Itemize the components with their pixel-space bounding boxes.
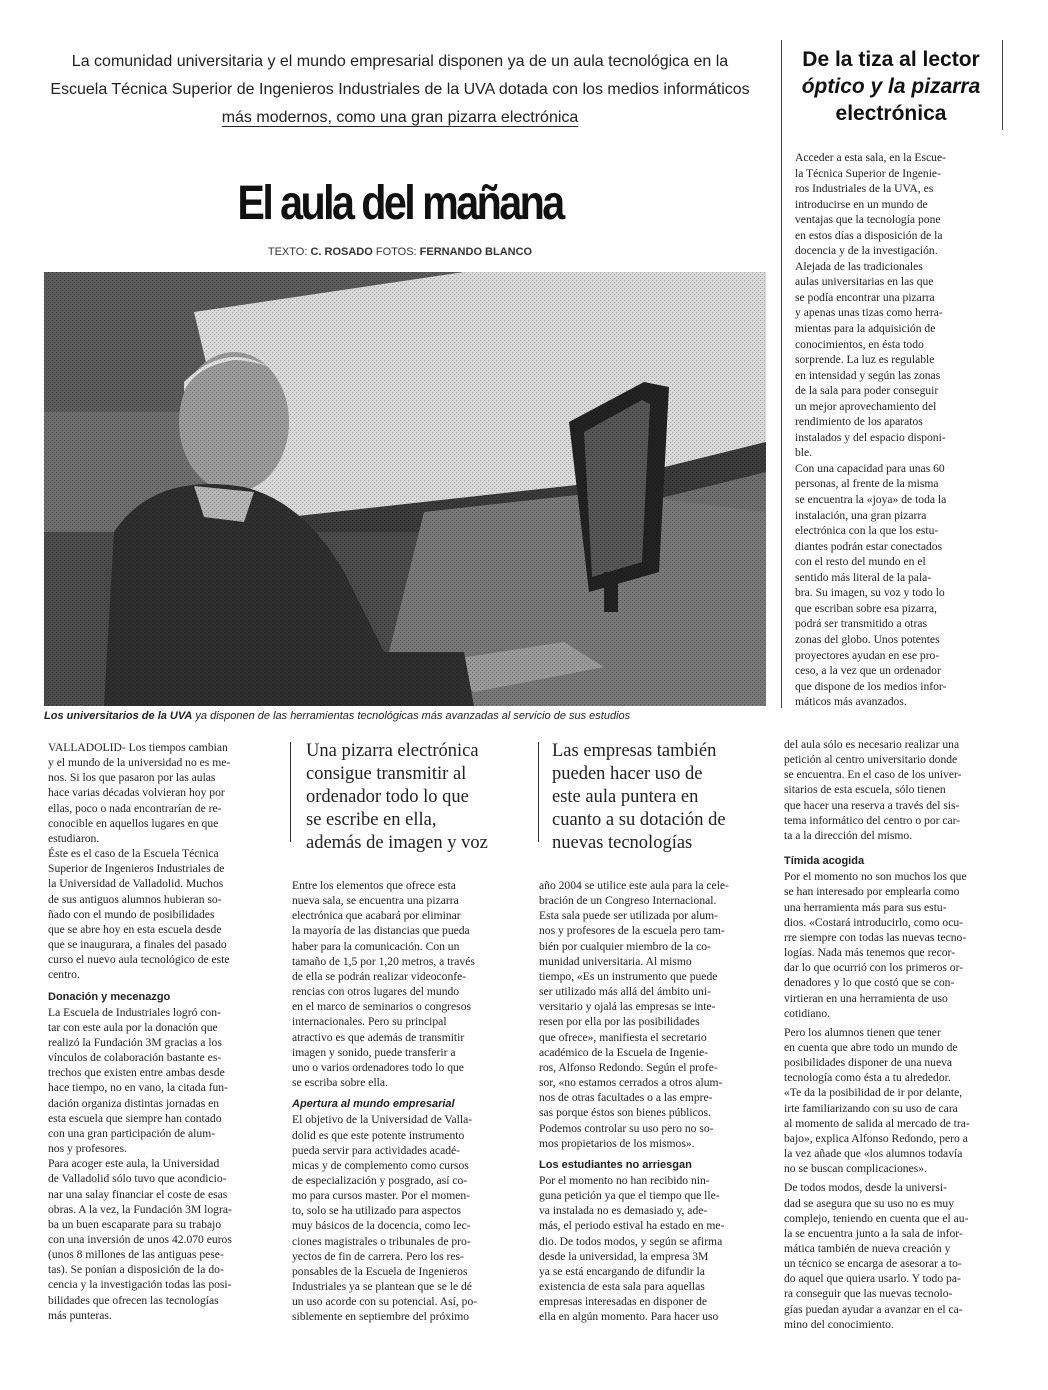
body-line: pueda servir para actividades acadé-: [292, 1143, 461, 1157]
body-line: Para acoger este aula, la Universidad: [48, 1157, 220, 1171]
body-line: ciones magistrales o tribunales de pro-: [292, 1234, 471, 1248]
body-line: «Te da la posibilidad de ir por delante,: [784, 1086, 963, 1100]
sidebar-line: de la sala para poder conseguir: [795, 384, 939, 398]
body-line: Por el momento no han recibido nin-: [539, 1173, 710, 1187]
sidebar-line: electrónica con la que los estu-: [795, 524, 939, 538]
body-line: irte familiarizando con su uso de cara: [784, 1101, 958, 1115]
body-line: de sus antiguos alumnos hubieran so-: [48, 892, 222, 906]
sidebar-line: introducirse en un mundo de: [795, 197, 928, 211]
body-line: que hacer una reserva a través del sis-: [784, 798, 960, 812]
body-line: bilidades que ofrecen las tecnologías: [48, 1293, 219, 1307]
sidebar-line: rendimiento de los aparatos: [795, 415, 923, 429]
sidebar-line: con el resto del mundo en el: [795, 555, 926, 569]
body-line: de especialización y posgrado, así co-: [292, 1173, 468, 1187]
sidebar-line: zonas del globo. Unos potentes: [795, 632, 940, 646]
body-line: nueva sala, se encuentra una pizarra: [292, 894, 459, 908]
body-line: en cuenta que abre todo un mundo de: [784, 1040, 958, 1054]
body-line: tema informático del centro o por car-: [784, 813, 961, 827]
body-line: esta escuela que siempre han contado: [48, 1111, 222, 1125]
body-line: un técnico se encarga de asesorar a to-: [784, 1257, 962, 1271]
body-line: internacionales. Pero su principal: [292, 1015, 447, 1029]
body-line: ponsables de la Escuela de Ingenieros: [292, 1264, 468, 1278]
article-photo: [44, 272, 766, 706]
body-line: curso el nuevo aula tecnológico de este: [48, 953, 230, 967]
body-line: ba un buen escaparate para su trabajo: [48, 1217, 222, 1231]
body-line: mática también de nueva creación y: [784, 1242, 951, 1255]
sidebar-line: máticos más avanzados.: [795, 695, 907, 709]
body-line: mo para cursos master. Por el momen-: [292, 1189, 471, 1203]
body-line: de ella se podrán realizar videoconfe-: [292, 969, 467, 983]
sidebar-line: Acceder a esta sala, en la Escue-: [795, 151, 946, 164]
body-line: dad se asegura que su uso no es muy: [784, 1196, 955, 1210]
body-line: rre siempre con todas las nuevas tecno-: [784, 930, 967, 944]
sidebar-rule: [781, 40, 782, 708]
sidebar-line: personas, al frente de la misma: [795, 477, 939, 491]
body-line: sor, «no estamos cerrados a otros alum-: [539, 1076, 723, 1090]
body-line: un uso acorde con su potencial. Así, po-: [292, 1295, 478, 1309]
body-line: Entre los elementos que ofrece esta: [292, 879, 456, 892]
body-line: vínculos de colaboración bastante es-: [48, 1051, 222, 1065]
sidebar-title-line: electrónica: [835, 102, 947, 125]
body-line: virtieran en una herramienta de uso: [784, 991, 948, 1005]
body-line: va instalada no es demasiado y, ade-: [539, 1204, 708, 1218]
sidebar-line: podrá ser transmitido a otras: [795, 617, 928, 631]
body-line: se han interesado por emplearla como: [784, 885, 960, 899]
body-line: la Universidad de Valladolid. Muchos: [48, 877, 224, 891]
body-line: académico de la Escuela de Ingenie-: [539, 1045, 708, 1059]
paragraph-gap: [48, 983, 273, 987]
pullquote-line: este aula puntera en: [552, 787, 699, 807]
article-column-4: [784, 737, 1006, 1332]
sidebar-line: se encuentra la «joya» de toda la: [795, 493, 947, 507]
section-subhead: Tímida acogida: [784, 855, 865, 868]
paragraph-gap: [292, 1090, 524, 1094]
body-line: dio. De todos modos, y según se afirma: [539, 1234, 723, 1248]
pullquote-second: [552, 740, 726, 855]
body-line: sas porque éstos son bienes públicos.: [539, 1106, 711, 1120]
byline-author: C. ROSADO: [310, 246, 373, 258]
body-line: del aula sólo es necesario realizar una: [784, 738, 960, 751]
body-line: yectos de fin de carrera. Pero los res-: [292, 1249, 464, 1263]
body-line: ya se está encargando de difundir la: [539, 1264, 705, 1278]
body-line: obras. A la vez, la Fundación 3M logra-: [48, 1202, 232, 1216]
lead-line: más modernos, como una gran pizarra electrónica: [221, 109, 579, 126]
pullquote-line: nuevas tecnologías: [552, 833, 693, 853]
body-line: que ofrece», manifiesta el secretario: [539, 1030, 707, 1044]
sidebar-line: mientas para la adquisición de: [795, 322, 936, 336]
sidebar-line: Alejada de las tradicionales: [795, 259, 923, 273]
body-line: atractivo es que además de transmitir: [292, 1030, 465, 1044]
sidebar-line: en estos días a disposición de la: [795, 228, 943, 242]
body-line: resen por ella por las posibilidades: [539, 1015, 700, 1029]
body-line: gías puedan ayudar a avanzar en el ca-: [784, 1302, 963, 1316]
byline-texto-label: TEXTO:: [267, 246, 308, 258]
body-line: bración de un Congreso Internacional.: [539, 894, 717, 908]
body-line: con una gran participación de alum-: [48, 1126, 216, 1140]
body-line: Superior de Ingenieros Industriales de: [48, 862, 225, 876]
sidebar-line: ceso, a la vez que un ordenador: [795, 664, 941, 678]
pullquote-line: además de imagen y voz: [306, 833, 488, 853]
sidebar-line: instalación, una gran pizarra: [795, 508, 927, 522]
body-line: ta a la dirección del mismo.: [784, 828, 913, 842]
photo-caption: [44, 710, 784, 722]
paragraph-gap: [784, 847, 1006, 851]
sidebar-line: Con una capacidad para unas 60: [795, 461, 945, 475]
article-column-3: [539, 878, 767, 1325]
body-line: ros, Alfonso Redondo. Según el profe-: [539, 1060, 718, 1074]
body-line: se encuentra. En el caso de los univer-: [784, 768, 962, 782]
body-line: siblemente en septiembre del próximo: [292, 1310, 470, 1324]
pullquote-line: se escribe en ella,: [306, 810, 437, 830]
body-line: Podemos controlar su uso pero no so-: [539, 1121, 714, 1135]
sidebar-line: diantes podrán estar conectados: [795, 539, 943, 553]
body-line: desde la universidad, la empresa 3M: [539, 1249, 709, 1263]
headline: El aula del mañana: [237, 177, 563, 230]
body-line: no se buscan complicaciones».: [784, 1162, 927, 1176]
sidebar-line: conocimientos, en ésta todo: [795, 337, 924, 351]
body-line: tamaño de 1,5 por 1,20 metros, a través: [292, 954, 475, 968]
pullquote-line: cuanto a su dotación de: [552, 810, 726, 830]
body-line: estudiaron.: [48, 831, 100, 845]
body-line: Por el momento no son muchos los que: [784, 870, 967, 884]
body-line: y el mundo de la universidad no es me-: [48, 756, 231, 770]
body-line: Industriales ya se plantean que se le dé: [292, 1280, 472, 1294]
body-line: dolid es que este potente instrumento: [292, 1128, 465, 1142]
sidebar-line: ros Industriales de la UVA, es: [795, 182, 934, 196]
sidebar-line: aulas universitarias en las que: [795, 275, 934, 289]
body-line: dar lo que ocurrió con los primeros or-: [784, 961, 964, 975]
section-subhead: Los estudiantes no arriesgan: [539, 1158, 692, 1171]
lead-paragraph: [40, 48, 760, 132]
sidebar-title: [784, 46, 998, 127]
body-line: nos. Si los que pasaron por las aulas: [48, 771, 216, 785]
body-line: una herramienta más para sus estu-: [784, 900, 947, 914]
body-line: posibilidades disponer de una nueva: [784, 1056, 953, 1070]
body-line: tecnología como ésta a tu alrededor.: [784, 1071, 951, 1085]
body-line: munidad universitaria. Al mismo: [539, 954, 692, 968]
section-subhead: Apertura al mundo empresarial: [292, 1098, 455, 1111]
body-line: dios. «Costará introducirlo, como ocu-: [784, 915, 964, 929]
body-line: conocible en aquellos lugares en que: [48, 816, 219, 830]
body-line: se escriba sobre ella.: [292, 1076, 388, 1090]
body-line: (unos 8 millones de las antiguas pese-: [48, 1248, 224, 1262]
body-line: cencia y la investigación todas las posi-: [48, 1278, 232, 1292]
body-line: cotidiano.: [784, 1006, 831, 1020]
body-line: to, solo se ha utilizado para aspectos: [292, 1204, 462, 1218]
article-column-2: [292, 878, 524, 1325]
body-line: más, el periodo estival ha estado en me-: [539, 1219, 725, 1233]
pullquote-rule: [290, 742, 291, 842]
sidebar-line: y apenas unas tizas como herra-: [795, 306, 943, 320]
sidebar-title-line: De la tiza al lector: [802, 48, 980, 71]
body-line: ra conseguir que las nuevas tecnolo-: [784, 1287, 953, 1301]
body-line: en el marco de seminarios o congresos: [292, 1000, 472, 1014]
paragraph-gap: [539, 1151, 767, 1155]
body-line: sitarios de esta escuela, sólo tienen: [784, 783, 946, 797]
body-line: con una inversión de unos 42.070 euros: [48, 1233, 232, 1246]
body-line: petición al centro universitario donde: [784, 753, 958, 767]
body-line: empresas interesadas en disponer de: [539, 1295, 708, 1309]
body-line: Pero los alumnos tienen que tener: [784, 1025, 941, 1039]
body-line: logías. Nada más tenemos que recor-: [784, 946, 956, 960]
sidebar-line: se podía encontrar una pizarra: [795, 290, 935, 304]
body-line: realizó la Fundación 3M gracias a los: [48, 1035, 222, 1049]
sidebar-line: ble.: [795, 446, 813, 460]
body-line: hace varias décadas volvieran hoy por: [48, 786, 225, 800]
body-line: electrónica que acabará por eliminar: [292, 909, 461, 923]
body-line: que se abre hoy en esta escuela desde: [48, 922, 222, 936]
sidebar-line: sorprende. La luz es regulable: [795, 353, 935, 367]
body-line: guna petición ya que el tiempo que lle-: [539, 1189, 720, 1203]
body-line: El objetivo de la Universidad de Valla-: [292, 1113, 473, 1127]
body-line: la vez añade que «los alumnos todavía: [784, 1147, 963, 1161]
lead-line: Escuela Técnica Superior de Ingenieros Industriales de la UVA dotada con los medios informáticos: [50, 81, 750, 98]
pullquote-line: ordenador todo lo que: [306, 787, 469, 807]
caption-text: ya disponen de las herramientas tecnológicas más avanzadas al servicio de sus estudios: [192, 710, 631, 722]
body-line: ellas, poco o nada encontrarían de re-: [48, 801, 222, 815]
sidebar-line: bra. Su imagen, su voz y todo lo: [795, 586, 945, 600]
body-line: nos y profesores.: [48, 1142, 127, 1156]
body-line: centro.: [48, 968, 80, 982]
body-line: rencias con otros lugares del mundo: [292, 985, 460, 999]
body-line: tas). Se ponían a disposición de la do-: [48, 1263, 224, 1277]
body-line: ñado con el mundo de posibilidades: [48, 907, 215, 921]
body-line: bién por cualquier miembro de la co-: [539, 939, 711, 953]
body-line: la mayoría de las distancias que pueda: [292, 924, 470, 938]
body-line: año 2004 se utilice este aula para la cele-: [539, 879, 729, 892]
body-line: do aquel que quiera usarlo. Y todo pa-: [784, 1272, 961, 1286]
body-line: micas y de complemento como cursos: [292, 1158, 469, 1172]
body-line: ser utilizado más allá del ámbito uni-: [539, 985, 711, 999]
body-line: al momento de salida al mercado de tra-: [784, 1116, 970, 1130]
body-line: imagen y sonido, puede transferir a: [292, 1045, 456, 1059]
sidebar-line: instalados y del espacio disponi-: [795, 430, 946, 444]
sidebar-line: que dispone de los medios infor-: [795, 679, 947, 693]
sidebar-line: la Técnica Superior de Ingenie-: [795, 166, 941, 180]
body-line: VALLADOLID- Los tiempos cambian: [48, 741, 228, 754]
pullquote-first: [306, 740, 488, 855]
body-line: hace tiempo, no en vano, la citada fun-: [48, 1081, 228, 1095]
body-line: dación organiza distintas jornadas en: [48, 1096, 220, 1110]
body-line: existencia de esta sala para aquellas: [539, 1280, 705, 1294]
body-line: haber para la comunicación. Con un: [292, 939, 460, 953]
body-line: Éste es el caso de la Escuela Técnica: [48, 847, 219, 861]
body-line: De todos modos, desde la universi-: [784, 1181, 947, 1195]
pullquote-line: Una pizarra electrónica: [306, 741, 479, 761]
sidebar-body: [795, 150, 995, 710]
byline-fotos-label: FOTOS:: [375, 246, 417, 258]
sidebar-line: sentido más literal de la pala-: [795, 570, 932, 584]
body-line: nos de otras facultades o a las empre-: [539, 1091, 713, 1105]
body-line: denadores y lo que costó que se con-: [784, 976, 955, 990]
sidebar-line: ventajas que la tecnología pone: [795, 213, 941, 227]
body-line: mos propietarios de los mismos».: [539, 1136, 695, 1150]
body-line: la se encuentra junto a la sala de infor-: [784, 1226, 963, 1240]
sidebar-line: que escriban sobre esa pizarra,: [795, 601, 937, 615]
sidebar-line: proyectores ayudan en ese pro-: [795, 648, 940, 662]
body-line: trechos que existen entre ambas desde: [48, 1066, 225, 1080]
body-line: muy básicos de la docencia, como lec-: [292, 1219, 471, 1233]
sidebar-title-line: óptico y la pizarra: [801, 75, 981, 98]
body-line: que se inaugurara, a finales del pasado: [48, 938, 227, 952]
article-column-1: [48, 740, 273, 1323]
caption-bold: Los universitarios de la UVA: [44, 710, 193, 722]
byline-photographer: FERNANDO BLANCO: [419, 246, 533, 258]
body-line: tiempo, «Es un instrumento que puede: [539, 969, 718, 983]
section-subhead: Donación y mecenazgo: [48, 990, 171, 1003]
body-line: nar una salay financiar el coste de esas: [48, 1187, 228, 1201]
body-line: La Escuela de Industriales logró con-: [48, 1005, 221, 1019]
sidebar-line: en intensidad y según las zonas: [795, 368, 941, 382]
sidebar-line: un mejor aprovechamiento del: [795, 399, 937, 413]
lead-line: La comunidad universitaria y el mundo empresarial disponen ya de un aula tecnológica en la: [71, 53, 729, 70]
body-line: de Valladolid sólo tuvo que acondicio-: [48, 1172, 227, 1186]
body-line: más punteras.: [48, 1308, 112, 1322]
byline: [0, 246, 800, 258]
sidebar-rule-right: [1002, 40, 1003, 130]
sidebar-line: docencia y de la investigación.: [795, 244, 938, 258]
body-line: uno o varios ordenadores todo lo que: [292, 1060, 464, 1074]
pullquote-rule: [538, 742, 539, 842]
body-line: nos y profesores de la escuela pero tam-: [539, 924, 725, 938]
pullquote-line: pueden hacer uso de: [552, 764, 703, 784]
body-line: tar con este aula por la donación que: [48, 1020, 218, 1034]
body-line: ella en algún momento. Para hacer uso: [539, 1310, 719, 1324]
body-line: Esta sala puede ser utilizada por alum-: [539, 909, 718, 923]
pullquote-line: consigue transmitir al: [306, 764, 467, 784]
body-line: complejo, teniendo en cuenta que el au-: [784, 1211, 969, 1225]
body-line: bajo», explica Alfonso Redondo, pero a: [784, 1131, 968, 1145]
body-line: mino del conocimiento.: [784, 1317, 894, 1331]
pullquote-line: Las empresas también: [552, 741, 717, 761]
body-line: versitario y ojalá las empresas se inte-: [539, 1000, 716, 1014]
